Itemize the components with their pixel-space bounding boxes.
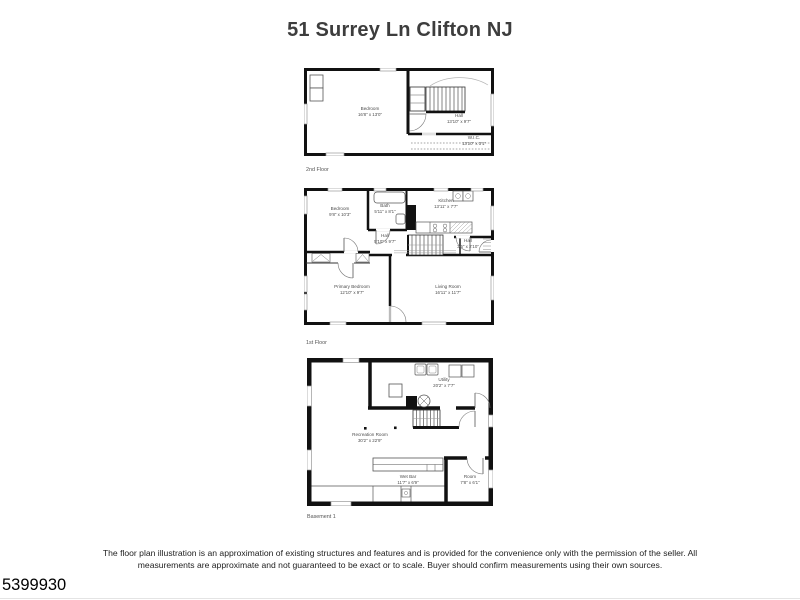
room-label-utility: Utility 20'2" x 7'7" [433, 376, 455, 389]
floor-caption-1st: 1st Floor [306, 340, 327, 346]
floorplan-2nd-floor [304, 68, 494, 156]
chase-wall [407, 205, 416, 230]
hall-closet-icon [410, 87, 425, 111]
room-label-bedroom: Bedroom 9'8" x 10'3" [329, 205, 351, 218]
room-label-room: Room 7'8" x 6'1" [460, 473, 480, 486]
furnace-icon [389, 384, 402, 397]
page-title: 51 Surrey Ln Clifton NJ [287, 19, 513, 41]
room-label-living-room: Living Room 16'11" x 11'7" [435, 283, 461, 296]
listing-id: 5399930 [2, 576, 67, 594]
wet-bar-counter-icon [373, 458, 443, 471]
room-label-hall: Hall 13'10" x 9'7" [446, 112, 472, 125]
disclaimer-text: The floor plan illustration is an approximation of existing structures and features and is provided for the convenience only with the permission of the seller. All measurements are approximate and not guaranteed to be exact or to scale. Buyer should confirm measurements using their own sources. [102, 548, 698, 570]
support-post-icon [364, 427, 367, 430]
room-label-hall: Hall 5'10" x 9'7" [374, 232, 396, 245]
room-label-wet-bar: Wet Bar 11'7" x 6'9" [397, 473, 419, 486]
floorplan-1st-floor [304, 188, 494, 325]
floorplan-basement [307, 358, 493, 506]
room-label-bedroom: Bedroom 16'8" x 13'0" [357, 105, 383, 118]
bottom-divider [0, 598, 800, 599]
room-label-primary-bedroom: Primary Bedroom 12'10" x 9'7" [334, 283, 370, 296]
support-post-icon [394, 427, 397, 430]
room-label-hall-small: Hall 3'5" x 2'10" [457, 237, 479, 250]
bedroom-closet-icon [310, 75, 323, 101]
room-label-kitchen: Kitchen 13'11" x 7'7" [434, 197, 458, 210]
floor-caption-2nd: 2nd Floor [306, 167, 329, 173]
room-label-bath: Bath 5'11" x 8'1" [374, 202, 396, 215]
floor-caption-basement: Basement 1 [307, 514, 336, 520]
room-label-wic: W.I.C. 13'10" x 3'1" [461, 134, 487, 147]
room-label-recreation-room: Recreation Room 30'2" x 22'9" [352, 431, 388, 444]
